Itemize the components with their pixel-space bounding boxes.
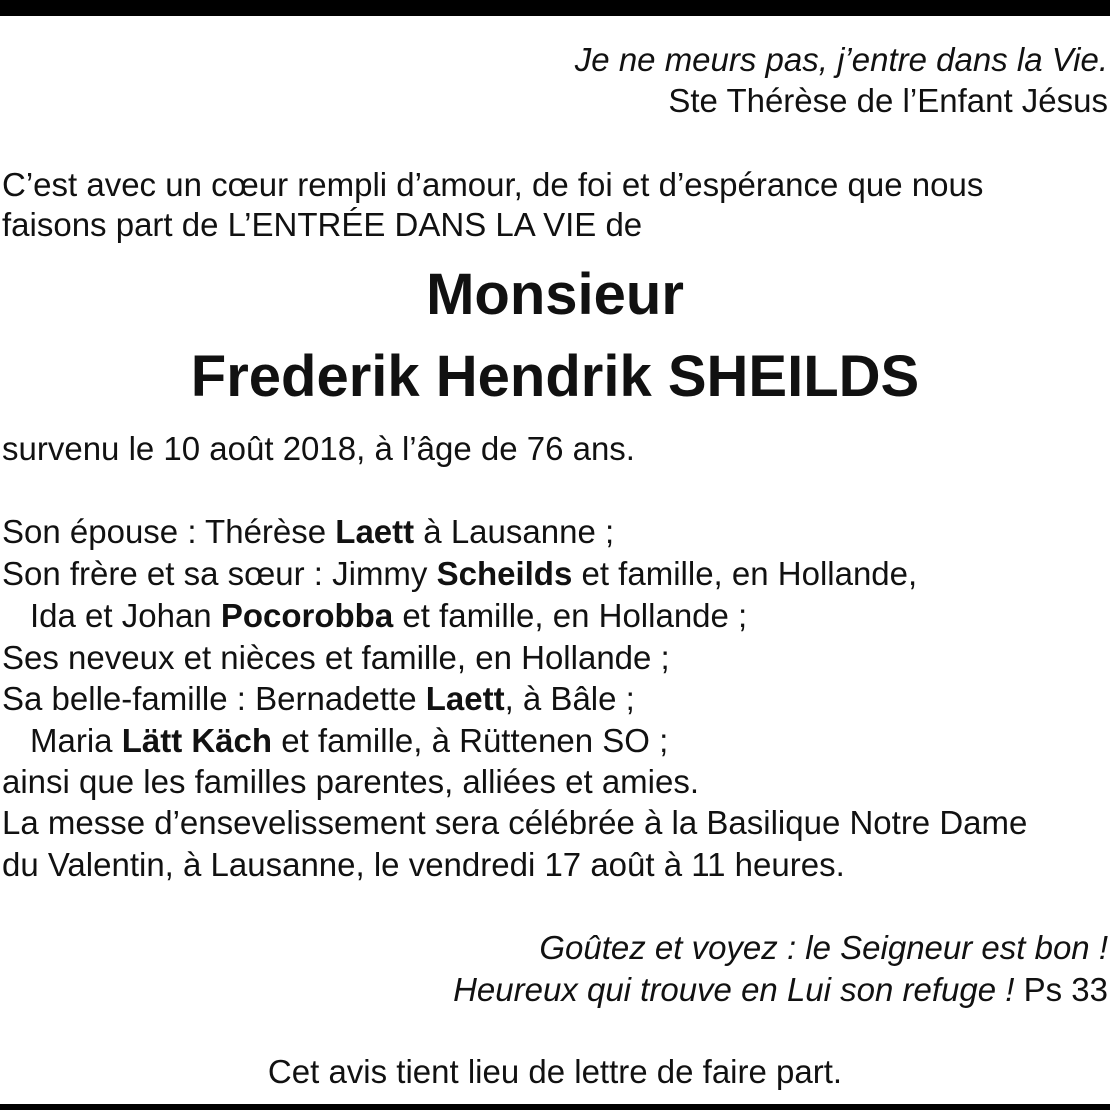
inlaws2-suffix: et famille, à Rüttenen SO ; — [272, 722, 669, 759]
psalm-line-2 — [453, 970, 1108, 1010]
siblings1-surname: Scheilds — [436, 555, 573, 592]
family-siblings-1 — [2, 554, 917, 594]
family-siblings-2 — [30, 596, 747, 636]
inlaws1-surname: Laett — [425, 680, 505, 717]
family-others: ainsi que les familles parentes, alliées et amies. — [2, 763, 700, 800]
footer-note: Cet avis tient lieu de lettre de faire part. — [267, 1053, 843, 1090]
psalm-line-1: Goûtez et voyez : le Seigneur est bon ! — [539, 929, 1108, 966]
intro-line-1: C’est avec un cœur rempli d’amour, de foi et d’espérance que nous — [2, 166, 984, 203]
siblings2-suffix: et famille, en Hollande ; — [393, 597, 748, 634]
inlaws1-prefix: Sa belle-famille : Bernadette — [2, 680, 426, 717]
inlaws1-suffix: , à Bâle ; — [504, 680, 635, 717]
mass-line-2: du Valentin, à Lausanne, le vendredi 17 août à 11 heures. — [2, 846, 845, 883]
siblings1-prefix: Son frère et sa sœur : Jimmy — [2, 555, 437, 592]
inlaws2-prefix: Maria — [30, 722, 122, 759]
psalm-line-2-text: Heureux qui trouve en Lui son refuge ! — [453, 971, 1015, 1008]
family-nephews: Ses neveux et nièces et famille, en Hollande ; — [2, 639, 670, 676]
deceased-title: Monsieur — [426, 262, 684, 327]
intro-line-2: faisons part de L’ENTRÉE DANS LA VIE de — [2, 206, 643, 243]
bottom-border — [0, 1104, 1110, 1110]
mass-line-1: La messe d’ensevelissement sera célébrée à la Basilique Notre Dame — [2, 804, 1028, 841]
psalm-reference: Ps 33 — [1023, 971, 1108, 1008]
siblings1-suffix: et famille, en Hollande, — [572, 555, 918, 592]
inlaws2-surname: Lätt Käch — [121, 722, 273, 759]
spouse-prefix: Son épouse : Thérèse — [2, 513, 336, 550]
siblings2-surname: Pocorobba — [220, 597, 394, 634]
family-spouse — [2, 512, 614, 552]
spouse-surname: Laett — [335, 513, 415, 550]
spouse-suffix: à Lausanne ; — [414, 513, 615, 550]
epigraph-attribution: Ste Thérèse de l’Enfant Jésus — [668, 82, 1108, 119]
death-notice: survenu le 10 août 2018, à l’âge de 76 ans. — [2, 430, 635, 467]
top-border — [0, 0, 1110, 16]
family-inlaws-2 — [30, 721, 668, 761]
deceased-name: Frederik Hendrik SHEILDS — [190, 344, 920, 409]
epigraph-quote: Je ne meurs pas, j’entre dans la Vie. — [574, 41, 1108, 78]
siblings2-prefix: Ida et Johan — [30, 597, 221, 634]
family-inlaws-1 — [2, 679, 635, 719]
